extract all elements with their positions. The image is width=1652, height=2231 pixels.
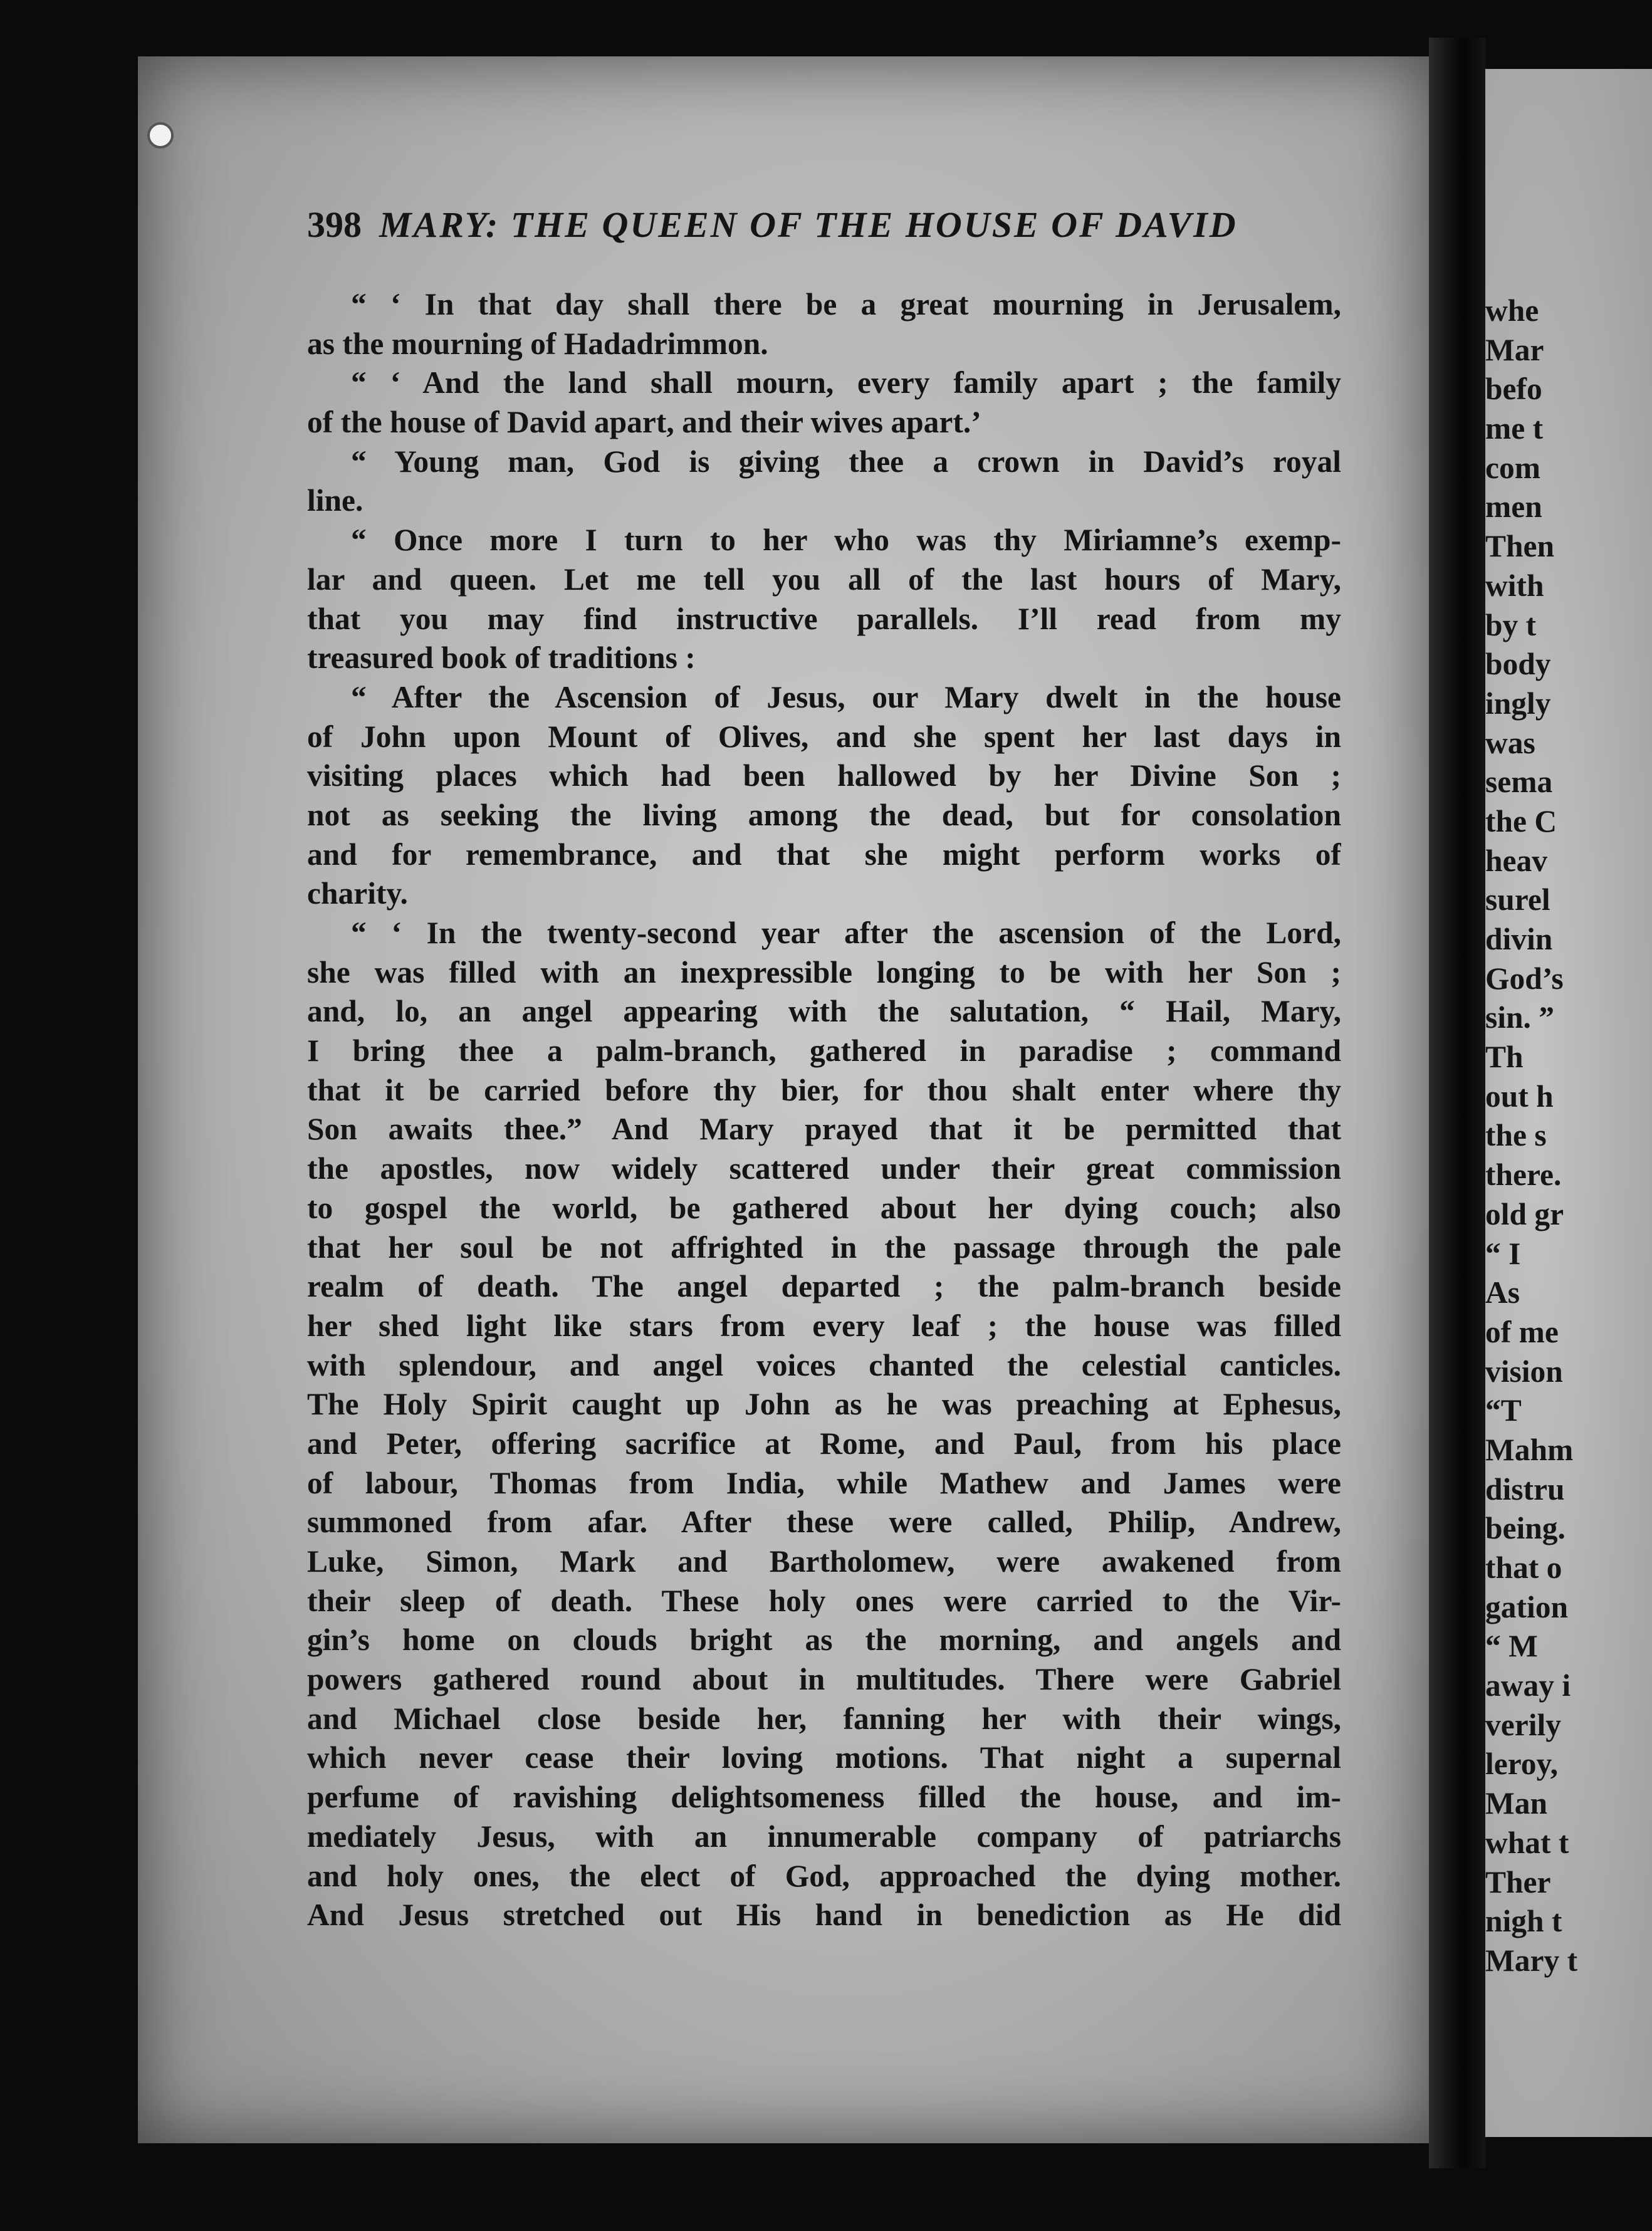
facing-page-line: God’s	[1485, 961, 1564, 996]
text-line: gin’s home on clouds bright as the morning, and angels and	[307, 1622, 1341, 1658]
text-line: “ Once more I turn to her who was thy Miriamne’s exemp-	[351, 523, 1341, 558]
facing-page-line: whe	[1485, 293, 1539, 328]
text-line: summoned from afar. After these were called, Philip, Andrew,	[307, 1505, 1341, 1540]
punch-hole	[147, 122, 174, 149]
text-line: Son awaits thee.” And Mary prayed that it be permitted that	[307, 1112, 1341, 1147]
text-line: that it be carried before thy bier, for thou shalt enter where thy	[307, 1072, 1341, 1107]
text-line: of the house of David apart, and their wives apart.’	[307, 405, 981, 440]
facing-page-line: “ M	[1485, 1629, 1538, 1664]
text-line: and for remembrance, and that she might perform works of	[307, 837, 1341, 872]
facing-page-line: As	[1485, 1275, 1520, 1310]
text-line: lar and queen. Let me tell you all of the last hours of Mary,	[307, 562, 1341, 597]
facing-page-line: Then	[1485, 529, 1555, 564]
facing-page-line: com	[1485, 450, 1540, 485]
body-text	[307, 285, 1341, 1935]
facing-page-line: Mar	[1485, 332, 1544, 367]
text-line: And Jesus stretched out His hand in benediction as He did	[307, 1898, 1341, 1933]
facing-page-line: surel	[1485, 882, 1550, 917]
facing-page-line: Mahm	[1485, 1432, 1574, 1467]
facing-page-line: divin	[1485, 922, 1553, 956]
text-line: mediately Jesus, with an innumerable company of patriarchs	[307, 1819, 1341, 1854]
facing-page-line: Man	[1485, 1786, 1547, 1821]
facing-page-line: there.	[1485, 1157, 1562, 1193]
text-line: and Michael close beside her, fanning her with their wings,	[307, 1701, 1341, 1736]
text-line: “ ‘ In that day shall there be a great mourning in Jerusalem,	[351, 287, 1341, 321]
text-line: not as seeking the living among the dead, but for consolation	[307, 797, 1341, 832]
text-line: charity.	[307, 876, 408, 911]
facing-page-line: away i	[1485, 1668, 1571, 1703]
text-line: of labour, Thomas from India, while Mathew and James were	[307, 1465, 1341, 1500]
text-line: and, lo, an angel appearing with the salutation, “ Hail, Mary,	[307, 994, 1341, 1029]
facing-page-line: that o	[1485, 1550, 1562, 1585]
facing-page-line: heav	[1485, 843, 1547, 878]
facing-page-line: the s	[1485, 1118, 1547, 1153]
facing-page-line: me t	[1485, 411, 1544, 446]
facing-page-line: of me	[1485, 1314, 1559, 1349]
text-line: perfume of ravishing delightsomeness filled the house, and im-	[307, 1780, 1341, 1815]
facing-page-line: old gr	[1485, 1196, 1564, 1231]
facing-page-line: “ I	[1485, 1236, 1521, 1271]
facing-page-line: nigh t	[1485, 1904, 1562, 1939]
running-title: MARY: THE QUEEN OF THE HOUSE OF DAVID	[379, 204, 1238, 245]
page-header	[307, 204, 1341, 260]
text-line: “ ‘ In the twenty-second year after the ascension of the Lord,	[351, 916, 1341, 950]
text-line: Luke, Simon, Mark and Bartholomew, were awakened from	[307, 1544, 1341, 1579]
text-line: with splendour, and angel voices chanted the celestial canticles.	[307, 1347, 1341, 1382]
text-line: that you may find instructive parallels. I’ll read from my	[307, 601, 1341, 636]
facing-page	[1485, 69, 1652, 2137]
text-line: the apostles, now widely scattered under their great commission	[307, 1151, 1341, 1186]
text-line: her shed light like stars from every leaf ; the house was filled	[307, 1308, 1341, 1343]
facing-page-line: Ther	[1485, 1864, 1551, 1899]
facing-page-line: befo	[1485, 372, 1542, 407]
facing-page-line: men	[1485, 489, 1542, 525]
facing-page-line: leroy,	[1485, 1747, 1558, 1782]
text-line: The Holy Spirit caught up John as he was preaching at Ephesus,	[307, 1387, 1341, 1422]
text-line: she was filled with an inexpressible longing to be with her Son ;	[307, 954, 1341, 990]
text-line: that her soul be not affrighted in the passage through the pale	[307, 1230, 1341, 1265]
text-line: line.	[307, 483, 363, 518]
facing-page-line: ingly	[1485, 686, 1551, 721]
facing-page-line: the C	[1485, 803, 1557, 839]
facing-page-line: Mary t	[1485, 1943, 1578, 1978]
facing-page-line: sin. ”	[1485, 1000, 1555, 1035]
facing-page-line: sema	[1485, 765, 1553, 800]
facing-page-line: body	[1485, 647, 1551, 682]
facing-page-line: Th	[1485, 1040, 1524, 1075]
book-spine	[1429, 38, 1485, 2168]
facing-page-line: was	[1485, 725, 1535, 760]
text-line: realm of death. The angel departed ; the palm-branch beside	[307, 1269, 1341, 1304]
text-line: powers gathered round about in multitudes. There were Gabriel	[307, 1662, 1341, 1697]
facing-page-line: what t	[1485, 1825, 1569, 1860]
facing-page-line: gation	[1485, 1589, 1569, 1624]
facing-page-line: “T	[1485, 1393, 1522, 1428]
text-line: of John upon Mount of Olives, and she spent her last days in	[307, 719, 1341, 754]
text-line: as the mourning of Hadadrimmon.	[307, 326, 768, 361]
facing-page-line: vision	[1485, 1354, 1563, 1389]
text-line: visiting places which had been hallowed by her Divine Son ;	[307, 758, 1341, 793]
facing-page-line: distru	[1485, 1471, 1565, 1507]
text-line: and Peter, offering sacrifice at Rome, and Paul, from his place	[307, 1426, 1341, 1461]
text-line: their sleep of death. These holy ones were carried to the Vir-	[307, 1583, 1341, 1618]
text-line: “ ‘ And the land shall mourn, every family apart ; the family	[351, 365, 1341, 400]
facing-page-line: out h	[1485, 1079, 1554, 1114]
facing-page-line: by t	[1485, 607, 1537, 642]
text-line: “ Young man, God is giving thee a crown in David’s royal	[351, 444, 1341, 479]
facing-page-text	[1485, 291, 1648, 1981]
text-line: treasured book of traditions :	[307, 640, 696, 676]
text-line: “ After the Ascension of Jesus, our Mary dwelt in the house	[351, 679, 1341, 714]
facing-page-line: with	[1485, 568, 1544, 603]
text-line: I bring thee a palm-branch, gathered in paradise ; command	[307, 1033, 1341, 1068]
text-line: to gospel the world, be gathered about her dying couch; also	[307, 1190, 1341, 1225]
text-line: which never cease their loving motions. That night a supernal	[307, 1740, 1341, 1775]
text-line: and holy ones, the elect of God, approached the dying mother.	[307, 1858, 1341, 1893]
facing-page-line: verily	[1485, 1707, 1561, 1742]
facing-page-line: being.	[1485, 1511, 1566, 1546]
page-number: 398	[307, 204, 362, 245]
